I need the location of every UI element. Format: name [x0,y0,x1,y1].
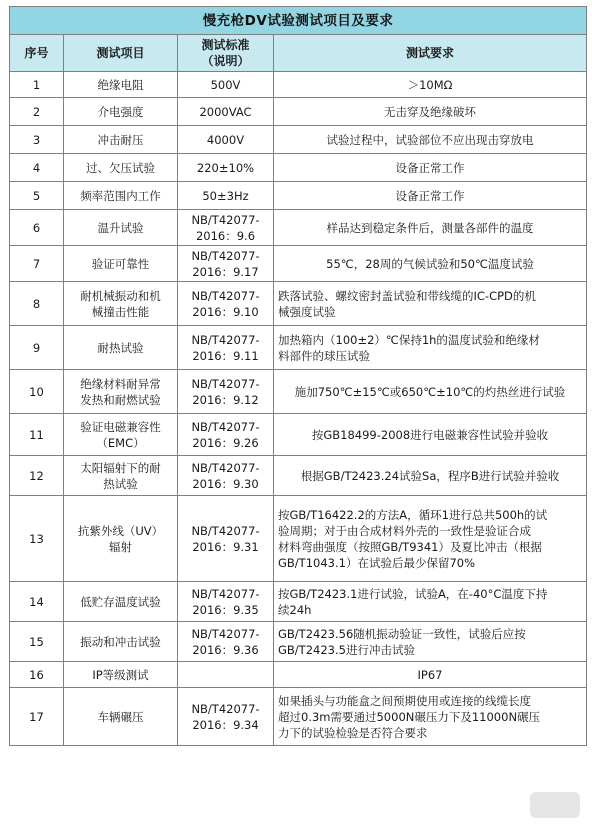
row-test-requirement: 按GB18499-2008进行电磁兼容性试验并验收 [274,414,587,456]
table-row [10,182,587,210]
row-index: 1 [10,72,64,98]
header-standard: 测试标准 （说明） [178,35,274,72]
row-test-requirement: 施加750℃±15℃或650℃±10℃的灼热丝进行试验 [274,370,587,414]
row-test-standard: 2000VAC [178,98,274,126]
table-row [10,662,587,688]
header-item: 测试项目 [64,35,178,72]
row-test-standard: 4000V [178,126,274,154]
row-test-requirement: 跌落试验、螺纹密封盖试验和带线缆的IC-CPD的机 械强度试验 [274,282,587,326]
header-index: 序号 [10,35,64,72]
row-test-requirement: 如果插头与功能盒之间预期使用或连接的线缆长度 超过0.3m需要通过5000N碾压力下及11000N碾压 力下的试验检验是否符合要求 [274,688,587,746]
row-test-requirement: IP67 [274,662,587,688]
row-index: 5 [10,182,64,210]
row-test-standard: NB/T42077- 2016：9.11 [178,326,274,370]
table-row [10,496,587,582]
row-test-standard: NB/T42077- 2016：9.6 [178,210,274,246]
row-index: 7 [10,246,64,282]
row-test-requirement: 按GB/T16422.2的方法A，循环1进行总共500h的试 验周期；对于由合成材料外壳的一致性是验证合成 材料弯曲强度（按照GB/T9341）及夏比冲击（根据 GB/T1043.1）在试验后最少保留70% [274,496,587,582]
row-test-item: 验证电磁兼容性 （EMC） [64,414,178,456]
row-test-item: 太阳辐射下的耐 热试验 [64,456,178,496]
row-index: 4 [10,154,64,182]
row-test-item: 抗紫外线（UV） 辐射 [64,496,178,582]
table-title: 慢充枪DV试验测试项目及要求 [10,7,587,35]
table-row [10,72,587,98]
table-row [10,414,587,456]
test-table [9,6,587,746]
row-test-item: 振动和冲击试验 [64,622,178,662]
header-row [10,35,587,72]
row-index: 8 [10,282,64,326]
table-row [10,326,587,370]
row-index: 3 [10,126,64,154]
row-test-requirement: 按GB/T2423.1进行试验，试验A，在-40°C温度下持 续24h [274,582,587,622]
row-test-standard [178,662,274,688]
row-test-standard: NB/T42077- 2016：9.26 [178,414,274,456]
row-test-requirement: 样品达到稳定条件后，测量各部件的温度 [274,210,587,246]
table-row [10,582,587,622]
row-test-standard: NB/T42077- 2016：9.17 [178,246,274,282]
table-row [10,98,587,126]
row-test-item: 验证可靠性 [64,246,178,282]
row-test-item: 绝缘材料耐异常 发热和耐燃试验 [64,370,178,414]
row-test-requirement: 无击穿及绝缘破坏 [274,98,587,126]
row-test-item: 绝缘电阻 [64,72,178,98]
row-index: 17 [10,688,64,746]
header-requirement: 测试要求 [274,35,587,72]
table-row [10,622,587,662]
row-test-standard: 500V [178,72,274,98]
row-test-item: 耐机械振动和机 械撞击性能 [64,282,178,326]
row-test-standard: NB/T42077- 2016：9.36 [178,622,274,662]
table-row [10,126,587,154]
row-test-item: 冲击耐压 [64,126,178,154]
table-row [10,154,587,182]
table-row [10,246,587,282]
row-index: 13 [10,496,64,582]
row-index: 9 [10,326,64,370]
row-test-requirement: 设备正常工作 [274,154,587,182]
row-index: 2 [10,98,64,126]
row-index: 12 [10,456,64,496]
row-test-requirement: 55℃，28周的气候试验和50℃温度试验 [274,246,587,282]
row-test-item: IP等级测试 [64,662,178,688]
row-test-item: 车辆碾压 [64,688,178,746]
row-test-item: 耐热试验 [64,326,178,370]
row-index: 14 [10,582,64,622]
watermark-logo [530,792,580,818]
table-row [10,456,587,496]
row-test-requirement: GB/T2423.56随机振动验证一致性，试验后应按 GB/T2423.5进行冲击试验 [274,622,587,662]
row-test-requirement: 加热箱内（100±2）℃保持1h的温度试验和绝缘材 料部件的球压试验 [274,326,587,370]
row-index: 6 [10,210,64,246]
table-row [10,282,587,326]
row-test-standard: NB/T42077- 2016：9.34 [178,688,274,746]
row-test-item: 低贮存温度试验 [64,582,178,622]
row-test-standard: NB/T42077- 2016：9.10 [178,282,274,326]
row-test-requirement: 根据GB/T2423.24试验Sa，程序B进行试验并验收 [274,456,587,496]
row-test-standard: NB/T42077- 2016：9.30 [178,456,274,496]
table-row [10,210,587,246]
row-test-item: 频率范围内工作 [64,182,178,210]
row-test-item: 介电强度 [64,98,178,126]
row-test-standard: NB/T42077- 2016：9.31 [178,496,274,582]
row-index: 16 [10,662,64,688]
row-index: 10 [10,370,64,414]
row-test-standard: 220±10% [178,154,274,182]
table-row [10,688,587,746]
row-test-requirement: 试验过程中，试验部位不应出现击穿放电 [274,126,587,154]
row-test-item: 温升试验 [64,210,178,246]
row-test-standard: NB/T42077- 2016：9.12 [178,370,274,414]
row-test-requirement: ＞10MΩ [274,72,587,98]
table-row [10,370,587,414]
row-test-requirement: 设备正常工作 [274,182,587,210]
row-test-item: 过、欠压试验 [64,154,178,182]
row-test-standard: 50±3Hz [178,182,274,210]
row-index: 15 [10,622,64,662]
row-index: 11 [10,414,64,456]
row-test-standard: NB/T42077- 2016：9.35 [178,582,274,622]
